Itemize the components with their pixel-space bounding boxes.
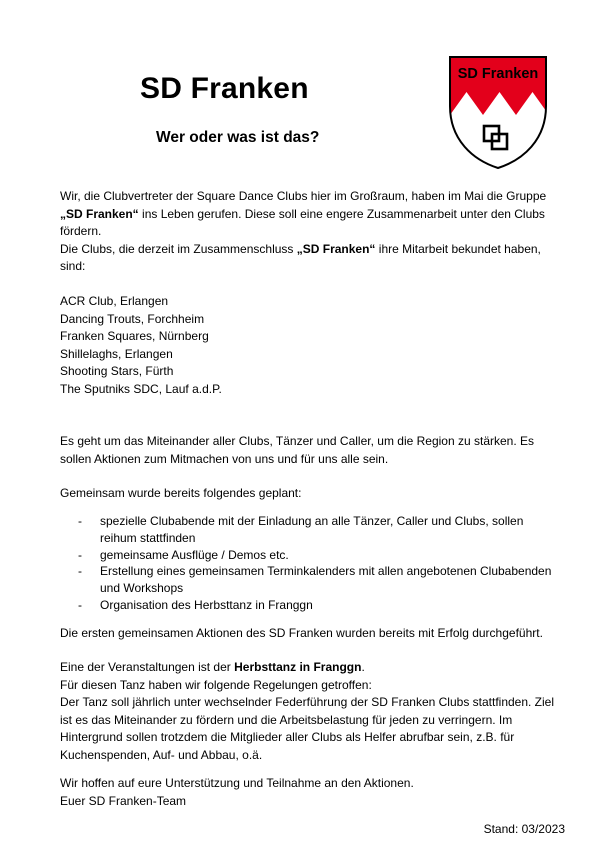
club-item: Dancing Trouts, Forchheim xyxy=(60,311,205,326)
intro-paragraph: Wir, die Clubvertreter der Square Dance Clubs hier im Großraum, haben im Mai die Gruppe „SD Franken“ ins Leben gerufen. Diese soll eine engere Zusammenarbeit unter den Clubs fördern. Die Clubs, die derzeit im Zusammenschluss „SD Franken“ ihre Mitarbeit bekundet haben, sind: xyxy=(60,189,547,273)
club-item: Shillelaghs, Erlangen xyxy=(60,346,173,361)
list-item: - Organisation des Herbsttanz in Franggn xyxy=(60,597,565,614)
club-item: The Sputniks SDC, Lauf a.d.P. xyxy=(60,381,222,396)
document-date: Stand: 03/2023 xyxy=(483,822,565,836)
list-item: - gemeinsame Ausflüge / Demos etc. xyxy=(60,547,565,564)
list-item: - spezielle Clubabende mit der Einladung an alle Tänzer, Caller und Clubs, sollen reihum stattfinden xyxy=(60,513,565,547)
list-item: - Erstellung eines gemeinsamen Terminkalenders mit allen angebotenen Clubabenden und Workshops xyxy=(60,563,565,597)
page-title: SD Franken xyxy=(140,72,309,105)
sd-franken-logo xyxy=(447,54,549,170)
club-item: ACR Club, Erlangen xyxy=(60,294,169,308)
page-subtitle: Wer oder was ist das? xyxy=(156,129,320,146)
logo-text: SD Franken xyxy=(457,66,539,82)
club-list xyxy=(60,293,565,399)
goal-paragraph: Es geht um das Miteinander aller Clubs, Tänzer und Caller, um die Region zu stärken. Es sollen Aktionen zum Mitmachen von uns und für uns alle sein. xyxy=(60,434,535,466)
event-paragraph: Eine der Veranstaltungen ist der Herbsttanz in Franggn. Für diesen Tanz haben wir folgende Regelungen getroffen: Der Tanz soll jährlich unter wechselnder Federführung der SD Franken Clubs stattfinden. Ziel ist es das Miteinander zu fördern und die Arbeitsbelastung für jeden zu verringern. Im Hintergrund sollen trotzdem die Mitglieder aller Clubs als Helfer abrufbar sein, z.B. für Kuchenspenden, Auf- und Abbau, o.ä. xyxy=(60,660,555,762)
plans-list xyxy=(60,513,565,614)
closing-paragraph: Wir hoffen auf eure Unterstützung und Teilnahme an den Aktionen. Euer SD Franken-Team xyxy=(60,776,414,808)
club-item: Shooting Stars, Fürth xyxy=(60,364,174,379)
plans-heading: Gemeinsam wurde bereits folgendes geplant: xyxy=(60,486,302,500)
club-item: Franken Squares, Nürnberg xyxy=(60,329,209,344)
first-actions-paragraph: Die ersten gemeinsamen Aktionen des SD Franken wurden bereits mit Erfolg durchgeführt. xyxy=(60,626,543,640)
